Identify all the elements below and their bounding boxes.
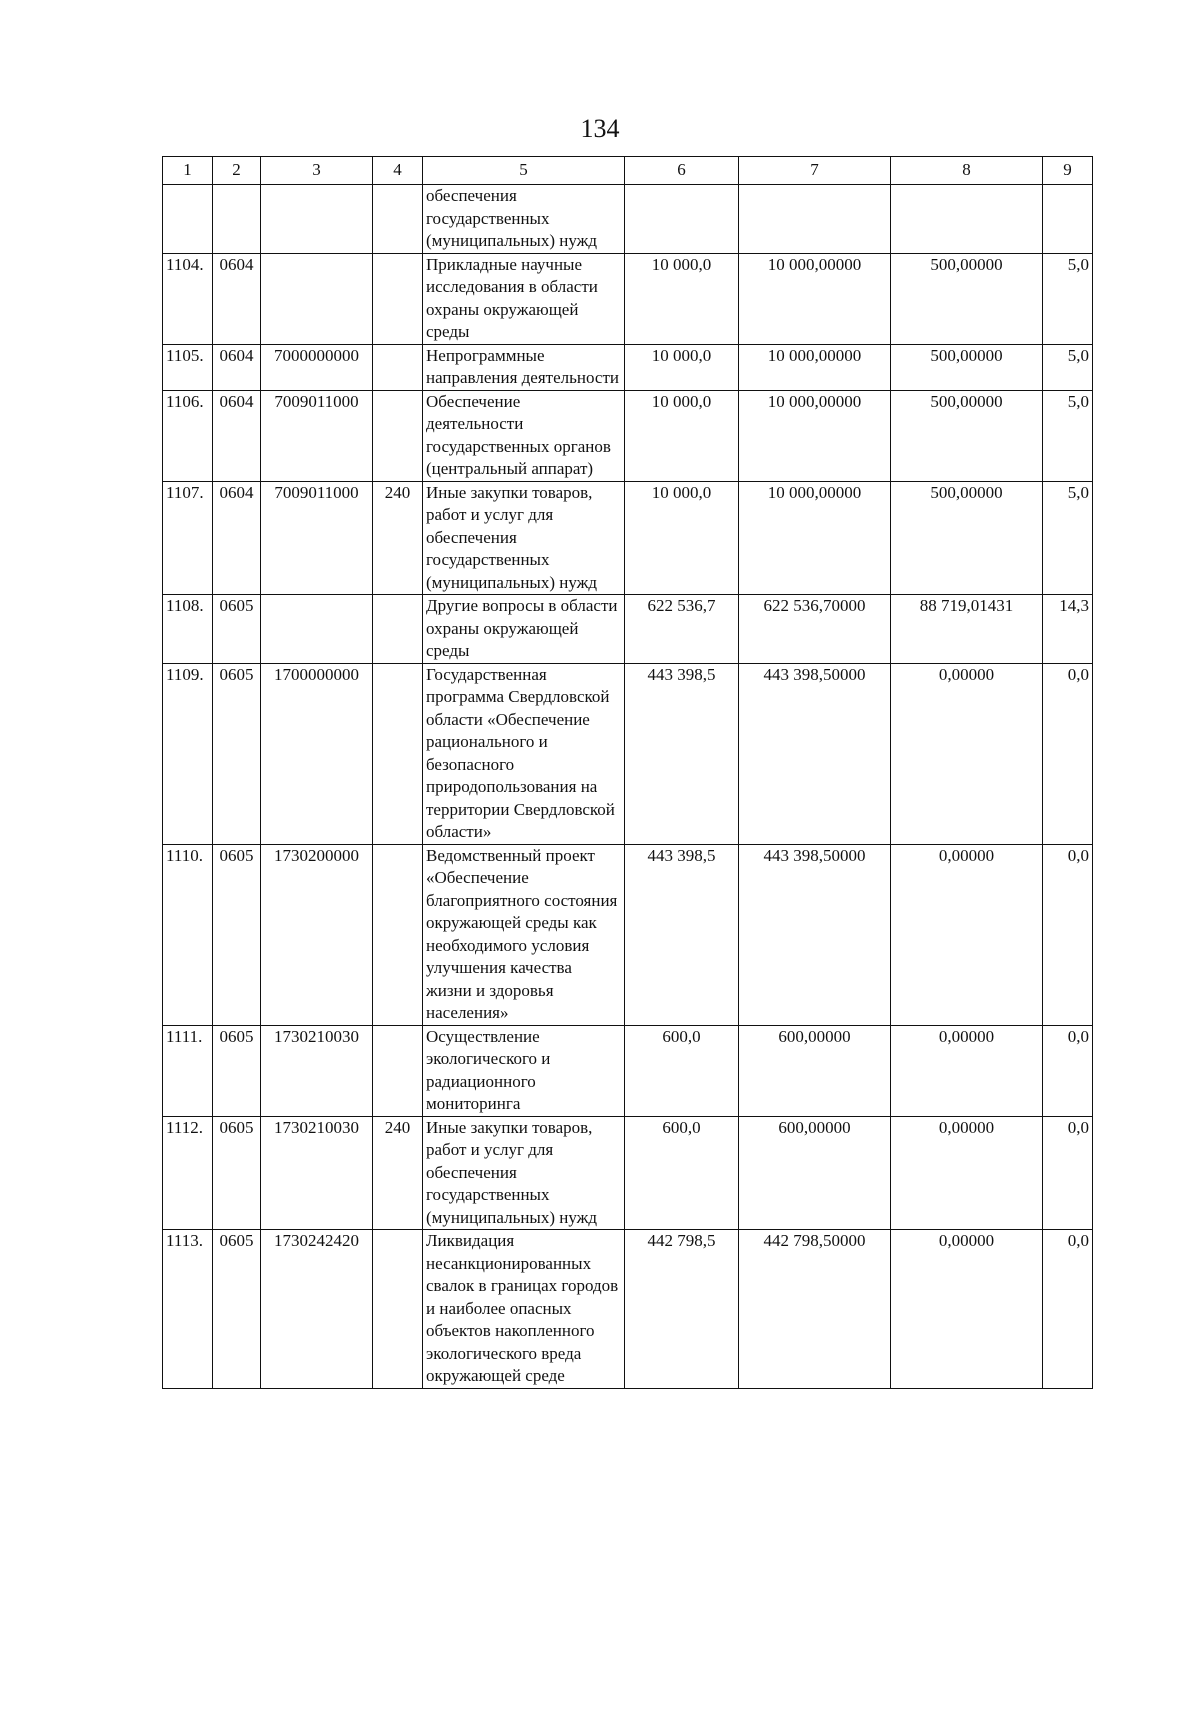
section-code: 0604 <box>213 390 261 481</box>
section-code: 0604 <box>213 344 261 390</box>
expense-type <box>373 344 423 390</box>
approved-amount <box>625 185 739 254</box>
section-code: 0604 <box>213 253 261 344</box>
item-name: Государственная программа Свердловской области «Обеспечение рационального и безопасного природопользования на территории Свердловской области» <box>423 663 625 844</box>
item-name: Иные закупки товаров, работ и услуг для обеспечения государственных (муниципальных) нужд <box>423 481 625 595</box>
table-header-row <box>163 157 1093 185</box>
row-number: 1104. <box>163 253 213 344</box>
execution-percent: 5,0 <box>1043 253 1093 344</box>
execution-percent: 0,0 <box>1043 1116 1093 1230</box>
executed-amount: 88 719,01431 <box>891 595 1043 664</box>
expense-type <box>373 253 423 344</box>
target-code: 1730242420 <box>261 1230 373 1389</box>
executed-amount: 0,00000 <box>891 844 1043 1025</box>
expense-type <box>373 595 423 664</box>
row-number: 1112. <box>163 1116 213 1230</box>
budget-amount: 600,00000 <box>739 1116 891 1230</box>
row-number: 1109. <box>163 663 213 844</box>
execution-percent: 5,0 <box>1043 344 1093 390</box>
budget-amount: 10 000,00000 <box>739 344 891 390</box>
header-col-1: 1 <box>163 157 213 185</box>
execution-percent: 0,0 <box>1043 663 1093 844</box>
table-row <box>163 185 1093 254</box>
budget-amount: 10 000,00000 <box>739 253 891 344</box>
executed-amount: 0,00000 <box>891 1025 1043 1116</box>
header-col-3: 3 <box>261 157 373 185</box>
executed-amount: 0,00000 <box>891 1230 1043 1389</box>
item-name: Непрограммные направления деятельности <box>423 344 625 390</box>
row-number: 1111. <box>163 1025 213 1116</box>
section-code: 0605 <box>213 1116 261 1230</box>
page-number: 134 <box>580 114 620 143</box>
execution-percent: 14,3 <box>1043 595 1093 664</box>
item-name: Ведомственный проект «Обеспечение благоприятного состояния окружающей среды как необходимого условия улучшения качества жизни и здоровья населения» <box>423 844 625 1025</box>
approved-amount: 10 000,0 <box>625 390 739 481</box>
target-code: 7000000000 <box>261 344 373 390</box>
budget-amount: 622 536,70000 <box>739 595 891 664</box>
target-code <box>261 595 373 664</box>
item-name: Прикладные научные исследования в области охраны окружающей среды <box>423 253 625 344</box>
executed-amount <box>891 185 1043 254</box>
target-code: 1730210030 <box>261 1116 373 1230</box>
approved-amount: 10 000,0 <box>625 344 739 390</box>
table-body <box>163 185 1093 1389</box>
budget-amount <box>739 185 891 254</box>
table-row <box>163 344 1093 390</box>
executed-amount: 500,00000 <box>891 481 1043 595</box>
approved-amount: 442 798,5 <box>625 1230 739 1389</box>
approved-amount: 10 000,0 <box>625 481 739 595</box>
target-code <box>261 185 373 254</box>
row-number: 1113. <box>163 1230 213 1389</box>
section-code: 0605 <box>213 595 261 664</box>
header-col-8: 8 <box>891 157 1043 185</box>
approved-amount: 443 398,5 <box>625 844 739 1025</box>
section-code: 0605 <box>213 1230 261 1389</box>
execution-percent: 0,0 <box>1043 1230 1093 1389</box>
table-row <box>163 663 1093 844</box>
row-number: 1107. <box>163 481 213 595</box>
header-col-6: 6 <box>625 157 739 185</box>
target-code: 1700000000 <box>261 663 373 844</box>
budget-amount: 443 398,50000 <box>739 844 891 1025</box>
section-code: 0605 <box>213 844 261 1025</box>
table-row <box>163 1025 1093 1116</box>
section-code <box>213 185 261 254</box>
item-name: Другие вопросы в области охраны окружающей среды <box>423 595 625 664</box>
table-row <box>163 595 1093 664</box>
expense-type <box>373 185 423 254</box>
section-code: 0605 <box>213 1025 261 1116</box>
expense-type <box>373 1025 423 1116</box>
approved-amount: 600,0 <box>625 1025 739 1116</box>
approved-amount: 10 000,0 <box>625 253 739 344</box>
executed-amount: 500,00000 <box>891 390 1043 481</box>
item-name: Обеспечение деятельности государственных органов (центральный аппарат) <box>423 390 625 481</box>
budget-table <box>162 156 1093 1389</box>
header-col-7: 7 <box>739 157 891 185</box>
section-code: 0604 <box>213 481 261 595</box>
row-number: 1105. <box>163 344 213 390</box>
executed-amount: 500,00000 <box>891 253 1043 344</box>
header-col-9: 9 <box>1043 157 1093 185</box>
item-name: Иные закупки товаров, работ и услуг для обеспечения государственных (муниципальных) нужд <box>423 1116 625 1230</box>
expense-type: 240 <box>373 1116 423 1230</box>
target-code: 7009011000 <box>261 390 373 481</box>
table-row <box>163 844 1093 1025</box>
approved-amount: 443 398,5 <box>625 663 739 844</box>
execution-percent <box>1043 185 1093 254</box>
row-number: 1108. <box>163 595 213 664</box>
item-name: Ликвидация несанкционированных свалок в границах городов и наиболее опасных объектов накопленного экологического вреда окружающей среде <box>423 1230 625 1389</box>
table-row <box>163 390 1093 481</box>
execution-percent: 5,0 <box>1043 390 1093 481</box>
budget-amount: 10 000,00000 <box>739 481 891 595</box>
target-code: 1730200000 <box>261 844 373 1025</box>
budget-amount: 10 000,00000 <box>739 390 891 481</box>
item-name: обеспечения государственных (муниципальных) нужд <box>423 185 625 254</box>
budget-amount: 443 398,50000 <box>739 663 891 844</box>
approved-amount: 600,0 <box>625 1116 739 1230</box>
executed-amount: 0,00000 <box>891 663 1043 844</box>
execution-percent: 5,0 <box>1043 481 1093 595</box>
budget-amount: 442 798,50000 <box>739 1230 891 1389</box>
expense-type <box>373 844 423 1025</box>
header-col-5: 5 <box>423 157 625 185</box>
budget-amount: 600,00000 <box>739 1025 891 1116</box>
table-row <box>163 481 1093 595</box>
execution-percent: 0,0 <box>1043 844 1093 1025</box>
target-code: 1730210030 <box>261 1025 373 1116</box>
header-col-4: 4 <box>373 157 423 185</box>
expense-type <box>373 663 423 844</box>
row-number: 1110. <box>163 844 213 1025</box>
header-col-2: 2 <box>213 157 261 185</box>
executed-amount: 500,00000 <box>891 344 1043 390</box>
expense-type: 240 <box>373 481 423 595</box>
table-row <box>163 253 1093 344</box>
table-row <box>163 1116 1093 1230</box>
row-number <box>163 185 213 254</box>
expense-type <box>373 390 423 481</box>
section-code: 0605 <box>213 663 261 844</box>
item-name: Осуществление экологического и радиационного мониторинга <box>423 1025 625 1116</box>
row-number: 1106. <box>163 390 213 481</box>
table-row <box>163 1230 1093 1389</box>
approved-amount: 622 536,7 <box>625 595 739 664</box>
target-code <box>261 253 373 344</box>
execution-percent: 0,0 <box>1043 1025 1093 1116</box>
target-code: 7009011000 <box>261 481 373 595</box>
expense-type <box>373 1230 423 1389</box>
executed-amount: 0,00000 <box>891 1116 1043 1230</box>
